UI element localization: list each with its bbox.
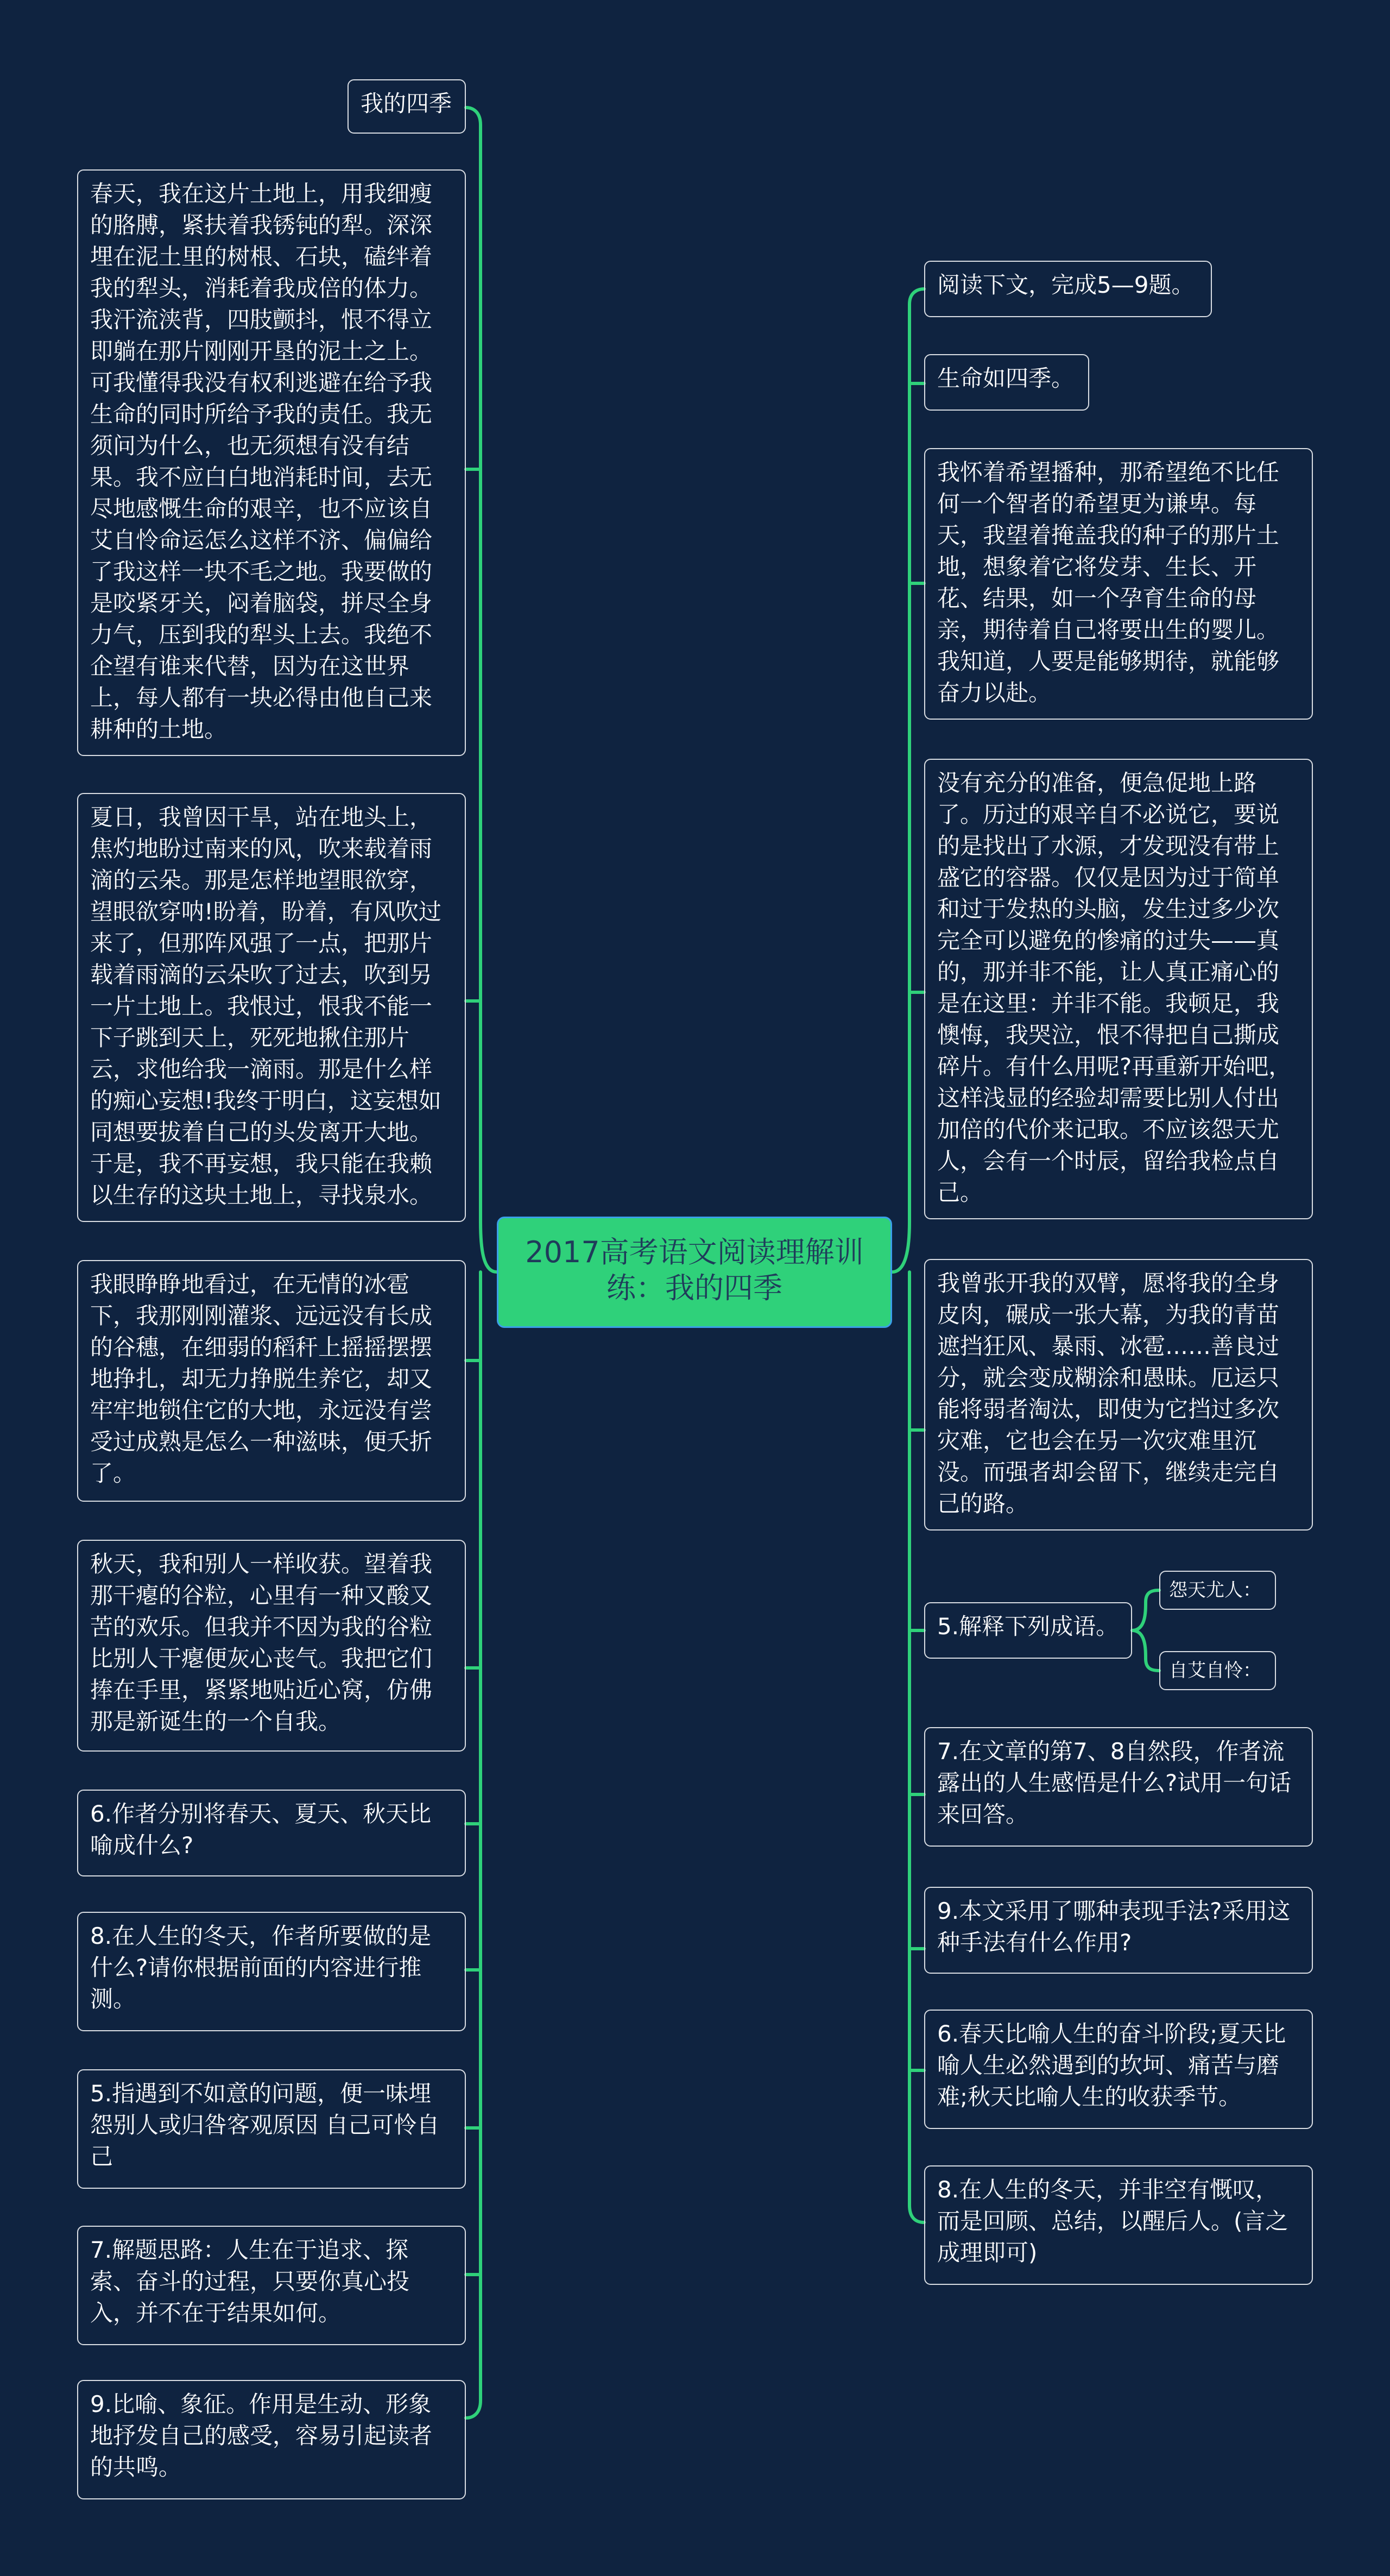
right-node-preparation[interactable]: 没有充分的准备，便急促地上路了。历过的艰辛自不必说它，要说的是找出了水源，才发现没有带上盛它的容器。仅仅是因为过于简单和过于发热的头脑，发生过多少次完全可以避免的惨痛的过失——真的，那并非不能，让人真正痛心的是在这里：并非不能。我顿足，我懊悔，我哭泣，恨不得把自己撕成碎片。有什么用呢?再重新开始吧，这样浅显的经验却需要比别人付出加倍的代价来记取。不应该怨天尤人，会有一个时辰，留给我检点自己。 — [924, 759, 1313, 1219]
right-node-arms[interactable]: 我曾张开我的双臂，愿将我的全身皮肉，碾成一张大幕，为我的青苗遮挡狂风、暴雨、冰雹……善良过分，就会变成糊涂和愚昧。厄运只能将弱者淘汰，即使为它挡过多次灾难，它也会在另一次灾难里沉没。而强者却会留下，继续走完自己的路。 — [924, 1259, 1313, 1531]
left-node-summer[interactable]: 夏日，我曾因干旱，站在地头上，焦灼地盼过南来的风，吹来载着雨滴的云朵。那是怎样地望眼欲穿，望眼欲穿呐!盼着，盼着，有风吹过来了，但那阵风强了一点，把那片载着雨滴的云朵吹了过去，吹到另一片土地上。我恨过，恨我不能一下子跳到天上，死死地揪住那片云，求他给我一滴雨。那是什么样的痴心妄想!我终于明白，这妄想如同想要拔着自己的头发离开大地。于是，我不再妄想，我只能在我赖以生存的这块土地上，寻找泉水。 — [77, 793, 466, 1222]
right-node-life-seasons[interactable]: 生命如四季。 — [924, 354, 1089, 411]
sub-node-idiom-2[interactable]: 自艾自怜： — [1159, 1651, 1276, 1690]
left-node-spring[interactable]: 春天，我在这片土地上，用我细瘦的胳膊，紧扶着我锈钝的犁。深深埋在泥土里的树根、石块，磕绊着我的犁头，消耗着我成倍的体力。我汗流浃背，四肢颤抖，恨不得立即躺在那片刚刚开垦的泥土之上。可我懂得我没有权利逃避在给予我生命的同时所给予我的责任。我无须问为什么，也无须想有没有结果。我不应白白地消耗时间，去无尽地感慨生命的艰辛，也不应该自艾自怜命运怎么这样不济、偏偏给了我这样一块不毛之地。我要做的是咬紧牙关，闷着脑袋，拼尽全身力气，压到我的犁头上去。我绝不企望有谁来代替，因为在这世界上，每人都有一块必得由他自己来耕种的土地。 — [77, 169, 466, 756]
left-node-a5[interactable]: 5.指遇到不如意的问题，便一味埋怨别人或归咎客观原因 自己可怜自己 — [77, 2069, 466, 2189]
left-node-title[interactable]: 我的四季 — [348, 79, 466, 134]
left-node-a9[interactable]: 9.比喻、象征。作用是生动、形象地抒发自己的感受，容易引起读者的共鸣。 — [77, 2380, 466, 2499]
right-node-sowing[interactable]: 我怀着希望播种，那希望绝不比任何一个智者的希望更为谦卑。每天，我望着掩盖我的种子的那片土地，想象着它将发芽、生长、开花、结果，如一个孕育生命的母亲，期待着自己将要出生的婴儿。我知道，人要是能够期待，就能够奋力以赴。 — [924, 448, 1313, 720]
right-node-instruction[interactable]: 阅读下文，完成5—9题。 — [924, 261, 1212, 317]
right-node-q9[interactable]: 9.本文采用了哪种表现手法?采用这种手法有什么作用? — [924, 1887, 1313, 1974]
left-node-q8[interactable]: 8.在人生的冬天，作者所要做的是什么?请你根据前面的内容进行推测。 — [77, 1912, 466, 2031]
right-node-q7[interactable]: 7.在文章的第7、8自然段，作者流露出的人生感悟是什么?试用一句话来回答。 — [924, 1727, 1313, 1847]
right-node-a8[interactable]: 8.在人生的冬天，并非空有慨叹，而是回顾、总结，以醒后人。(言之成理即可) — [924, 2165, 1313, 2285]
right-node-q5[interactable]: 5.解释下列成语。 — [924, 1602, 1132, 1659]
central-topic[interactable]: 2017高考语文阅读理解训练：我的四季 — [497, 1217, 892, 1328]
left-node-autumn[interactable]: 秋天，我和别人一样收获。望着我那干瘪的谷粒，心里有一种又酸又苦的欢乐。但我并不因为我的谷粒比别人干瘪便灰心丧气。我把它们捧在手里，紧紧地贴近心窝，仿佛那是新诞生的一个自我。 — [77, 1540, 466, 1752]
right-node-a6[interactable]: 6.春天比喻人生的奋斗阶段;夏天比喻人生必然遇到的坎坷、痛苦与磨难;秋天比喻人生的收获季节。 — [924, 2010, 1313, 2129]
left-node-hail[interactable]: 我眼睁睁地看过，在无情的冰雹下，我那刚刚灌浆、远远没有长成的谷穗，在细弱的稻秆上摇摇摆摆地挣扎，却无力挣脱生养它，却又牢牢地锁住它的大地，永远没有尝受过成熟是怎么一种滋味，便夭折了。 — [77, 1260, 466, 1502]
left-node-a7[interactable]: 7.解题思路：人生在于追求、探索、奋斗的过程，只要你真心投入，并不在于结果如何。 — [77, 2226, 466, 2345]
left-node-q6[interactable]: 6.作者分别将春天、夏天、秋天比喻成什么? — [77, 1790, 466, 1876]
sub-node-idiom-1[interactable]: 怨天尤人： — [1159, 1571, 1276, 1610]
